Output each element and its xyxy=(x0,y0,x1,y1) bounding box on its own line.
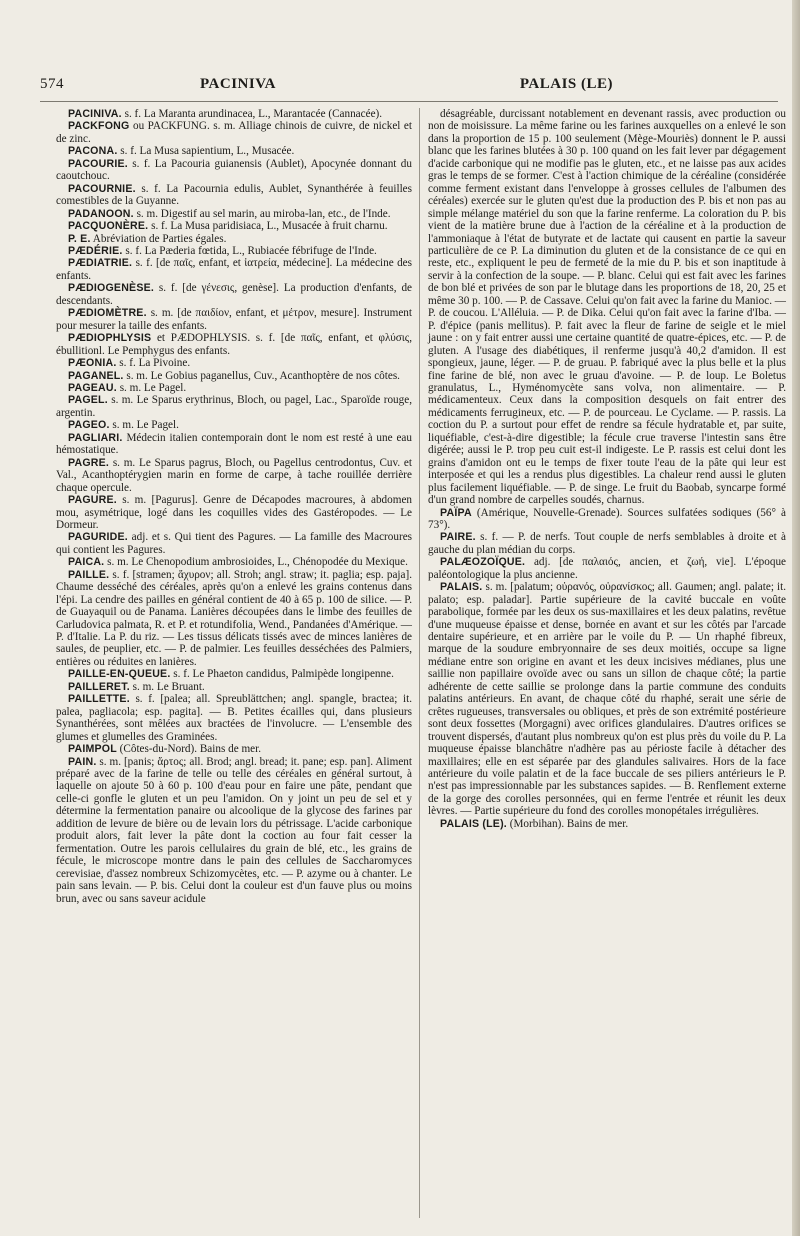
entry-headword: PÆDIOPHLYSIS xyxy=(68,332,152,345)
dictionary-entry xyxy=(56,332,412,357)
entry-text: s. m. [panis; ἄρτος; all. Brod; angl. bread; it. pane; esp. pan]. Aliment préparé avec de la farine de telle ou telle des céréales en général surtout, à laquelle on ajoute 50 à 60 p. 100 d'eau pour en faire une pâte, pendant que celle-ci gonfle le gluten et un peu l'amidon. On y joint un peu de sel et y détermine la fermentation panaire ou alcoolique de la glycose des farines par addition de levure de bière ou de levain lors du pétrissage. L'acide carbonique produit alors, fait lever la pâte dont la coction au four fait cesser la fermentation. Outre les parois cellulaires du grain de blé, etc., les grains de fécule, le microscope montre dans le pain des cellules de Saccharomyces cerevisiae, d'assez nombreux Schizomycètes, etc. — P. azyme ou à chanter. Le pain sans levain. — P. bis. Celui dont la couleur est d'un fauve plus ou moins brun, avec ou sans saveur acidule xyxy=(56,755,413,905)
entry-text: s. f. [stramen; ἄχυρον; all. Stroh; angl. straw; it. paglia; esp. paja]. Chaume desséché des céréales, après qu'on a enlevé les grains contenus dans l'épi. La cendre des pailles en général contient de 40 à 65 p. 100 de silice. — P. de Guayaquil ou de Panama. Lanières découpées dans le limbe des feuilles de Carludovica palmata, R. et P. et rotundifolia, Wend., Pandanées d'Amérique. — P. d'Italie. La P. du riz. — Les tissus délicats tissés avec de minces lanières de saules, de peuplier, etc. — P. de palmier. Les feuilles desséchées des Palmiers, entières ou réduites en lanières. xyxy=(56,568,413,668)
entry-headword: PAIN. xyxy=(68,755,97,768)
dictionary-entry xyxy=(428,507,786,532)
dictionary-entry xyxy=(56,382,412,394)
dictionary-entry xyxy=(56,108,412,120)
entry-headword: PACONA. xyxy=(68,145,118,158)
dictionary-entry xyxy=(56,394,412,419)
dictionary-entry xyxy=(428,531,786,556)
entry-text: Abréviation de Parties égales. xyxy=(92,232,227,245)
dictionary-entry xyxy=(56,245,412,257)
entry-headword: PACKFONG xyxy=(68,120,130,133)
entry-headword: PAGURE. xyxy=(68,494,117,507)
entry-headword: PAILLE. xyxy=(68,568,110,581)
entry-headword: PÆDÉRIE. xyxy=(68,244,123,257)
entry-text: s. m. Le Pagel. xyxy=(119,381,187,394)
entry-text: s. f. [de γένεσις, genèse]. La production d'enfants, de descendants. xyxy=(56,282,412,307)
dictionary-entry xyxy=(56,357,412,369)
entry-text: s. m. Le Sparus pagrus, Bloch, ou Pagellus centrodontus, Cuv. et Val., Acanthoptérygien marin en forme de carpe, à tache rouillée derrière chaque opercule. xyxy=(56,456,413,494)
dictionary-entry xyxy=(56,220,412,232)
entry-headword: PALAIS. xyxy=(440,581,483,594)
dictionary-entry xyxy=(56,668,412,680)
entry-headword: PAGANEL. xyxy=(68,369,124,382)
entry-headword: PAIRE. xyxy=(440,531,476,544)
dictionary-entry xyxy=(56,681,412,693)
entry-text: s. f. La Musa paridisiaca, L., Musacée à fruit charnu. xyxy=(151,220,388,233)
dictionary-entry xyxy=(56,282,412,307)
entry-text: s. f. La Pæderia fœtida, L., Rubiacée fébrifuge de l'Inde. xyxy=(125,244,377,257)
entry-text: s. f. La Maranta arundinacea, L., Marantacée (Cannacée). xyxy=(124,108,383,120)
entry-headword: PÆONIA. xyxy=(68,357,117,370)
entry-text: s. f. [de παῖς, enfant, et ἰατρεία, médecine]. La médecine des enfants. xyxy=(56,257,412,282)
dictionary-entry xyxy=(56,158,412,183)
entry-headword: PAILLE-EN-QUEUE. xyxy=(68,668,171,681)
entry-headword: PACOURIE. xyxy=(68,157,128,170)
dictionary-entry xyxy=(428,818,786,830)
entry-headword: PÆDIOGENÈSE. xyxy=(68,282,154,295)
entry-text: s. m. [Pagurus]. Genre de Décapodes macroures, à abdomen mou, asymétrique, logé dans les coquilles vides des Gastéropodes. — Le Dormeur. xyxy=(56,494,413,531)
entry-text: ou PACKFUNG. s. m. Alliage chinois de cuivre, de nickel et de zinc. xyxy=(56,120,413,145)
entry-text: s. f. La Musa sapientium, L., Musacée. xyxy=(120,145,295,158)
dictionary-entry xyxy=(56,743,412,755)
entry-headword: PAGEL. xyxy=(68,394,108,407)
dictionary-entry xyxy=(56,556,412,568)
entry-text: adj. [de παλαιός, ancien, et ζωή, vie]. L'époque paléontologique la plus ancienne. xyxy=(428,556,787,581)
entry-text: s. f. La Pacouria guianensis (Aublet), Apocynée donnant du caoutchouc. xyxy=(56,157,412,183)
entry-headword: PAGLIARI. xyxy=(68,431,123,444)
entry-headword: PAÏPA xyxy=(440,506,472,519)
entry-text: s. m. Digestif au sel marin, au miroba-lan, etc., de l'Inde. xyxy=(136,207,391,220)
entry-text: s. m. Le Chenopodium ambrosioides, L., Chénopodée du Mexique. xyxy=(107,556,408,569)
entry-text: s. m. Le Sparus erythrinus, Bloch, ou pagel, Lac., Sparoïde rouge, argentin. xyxy=(56,394,412,419)
dictionary-entry xyxy=(56,531,412,556)
entry-headword: PAILLETTE. xyxy=(68,693,130,706)
entry-text: s. f. La Pacournia edulis, Aublet, Synanthérée à feuilles comestibles de la Guyanne. xyxy=(56,182,412,208)
dictionary-entry xyxy=(56,693,412,743)
dictionary-entry xyxy=(428,581,786,818)
entry-headword: PADANOON. xyxy=(68,207,134,220)
entry-headword: PAILLERET. xyxy=(68,680,130,693)
dictionary-entry xyxy=(56,419,412,431)
entry-text: Médecin italien contemporain dont le nom est resté à une eau hémostatique. xyxy=(56,431,412,457)
entry-headword: PAICA. xyxy=(68,556,105,569)
entry-text: s. m. [de παιδίον, enfant, et μέτρον, mesure]. Instrument pour mesurer la taille des enfants. xyxy=(56,307,413,332)
entry-text: s. f. Le Phaeton candidus, Palmipède longipenne. xyxy=(173,668,394,681)
header-keyword-left: PACINIVA xyxy=(200,76,276,92)
entry-headword: PAGEAU. xyxy=(68,381,117,394)
entry-headword: PÆDIATRIE. xyxy=(68,257,133,270)
entry-text: s. f. [palea; all. Spreublättchen; angl. spangle, bractea; it. palea, pagliacola; esp. pagita]. — B. Petites écailles qui, dans plusieurs Synanthérées, sont mêlées aux bractées de l'involucre. — L'ensemble des glumes et glumelles des Graminées. xyxy=(56,693,412,743)
entry-headword: PAGRE. xyxy=(68,456,110,469)
entry-headword: P. E. xyxy=(68,232,91,245)
entry-text: adj. et s. Qui tient des Pagures. — La famille des Macroures qui contient les Pagures. xyxy=(56,531,413,556)
entry-text: s. m. [palatum; οὐρανός, οὐρανίσκος; all. Gaumen; angl. palate; it. palato; esp. paladar]. Partie supérieure de la cavité buccale en voûte parabolique, formée par les deux os sus-maxillaires et les deux palatins, revêtue d'une muqueuse épaisse et dense, bornée en avant et sur les côtés par l'arcade dentaire supérieure, et en arrière par le voile du P. — Un rhaphé fibreux, marque de la soudure embryonnaire de ses deux moitiés, occupe sa ligne médiane entre son origine en avant et les deux incisives médianes, plus une saillie non papillaire ovoïde avec ou sans un sillon de chaque côté; la partie adhérente de cette saillie se prolonge dans la partie commune des conduits palatins antérieurs. En avant, de chaque côté du rhaphé, serait une série de crêtes rugueuses, transversales ou obliques, et près de son extrémité postérieure sont deux fossettes (Morgagni) avec orifices glandulaires. D'autres orifices se trouvent dispersés, d'autant plus nombreux qu'on est plus près du voile du P. La muqueuse épaisse blanchâtre n'adhère pas au périoste facile à détacher des maxillaires; elle en est séparée par des glandules salivaires. Hors de la face antérieure du voile palatin et de la face buccale de ses piliers antérieurs le P. n'est pas impressionnable par les substances sapides. — B. Renflement externe de la gorge des corolles personnées, qui en ferme l'entrée et réunit les deux lèvres. — Partie supérieure du fond des corolles monopétales irrégulières. xyxy=(428,581,786,818)
dictionary-entry xyxy=(56,307,412,332)
header-rule xyxy=(40,101,778,102)
entry-headword: PACOURNIE. xyxy=(68,182,136,195)
header-keyword-right: PALAIS (LE) xyxy=(519,76,613,92)
entry-text: s. f. La Pivoine. xyxy=(119,357,191,370)
dictionary-entry xyxy=(56,756,412,905)
entry-text: (Amérique, Nouvelle-Grenade). Sources sulfatées sodiques (56° à 73°). xyxy=(428,506,786,531)
entry-text: désagréable, durcissant notablement en devenant rassis, avec production ou non de moisissure. La même farine ou les farines auxquelles on a enlevé le son dans la proportion de 15 p. 100 seulement (Mège-Mouriès) donnent le P. aussi blanc que les farines blutées à 30 p. 100 quand on les fait lever par dégagement d'acide carbonique qui ne modifie pas le gluten, etc., et ne laisse pas aux acides gras le temps de se former. C'est à l'action chimique de la céréaline (considérée comme ferment existant dans l'enveloppe à grosses cellules de l'albumen des céréales) exercée sur le gluten qu'est due la production des P. bis et non pas au simple mélange matériel du son que la farine renferme. La coloration du P. bis vient de la matière brune due à l'action de la céréaline et à la production de l'ammoniaque à l'état de butyrate et de lactate qui causent en partie la saveur particulière de ce P. La diminution du gluten et de la consistance de ce qui en reste, etc., expliquent le peu de fermeté de la mie du P. bis et son inaptitude à servir à la confection de la soupe. — P. blanc. Celui qui est fait avec les farines de bon blé et privées de son par le blutage dans les proportions de 18, 20, 25 et même 30 p. 100. — P. de Cassave. Celui qu'on fait avec la farine du Manioc. — P. de coucou. L'Alléluia. — P. de Dika. Celui qu'on fait avec la farine d'Iba. — P. d'épice (panis mellitus). P. fait avec la fleur de farine de seigle et le miel jaune : on y fait entrer aussi une certaine quantité de quatre-épices, etc. — P. de gluten. A l'usage des diabétiques, il renferme jusqu'à 40,2 d'amidon. Il est spongieux, jaune, léger. — P. de gruau. P. fabriqué avec la plus belle et la plus fine farine de blé, non avec le gruau d'avoine. — P. de loup. Le Boletus granulatus, L., Hyménomycète sans volva, non alimentaire. — P. médicamenteux. Ceux dans la composition desquels on fait entrer des médicaments ferrugineux, etc. — P. de pourceau. Le Cyclame. — P. rassis. La coction du P. a surtout pour effet de rendre sa fécule hydratable et, par suite, liquéfiable, c'est-à-dire digestible; la fécule crue traverse l'intestin sans être digérée; aussi le P. trop peu cuit est-il indigeste. Le P. rassis est celui dont les grains d'amidon ont eu le temps de fixer toute l'eau de la pâte qui leur est interposée et qui les a rendus plus digestibles. La chaleur rend aussi le gluten plus facilement liquéfiable. — P. de singe. Le fruit du Baobab, syncarpe formé d'un grand nombre de carpelles soudés, charnus. xyxy=(428,108,786,507)
dictionary-entry xyxy=(56,145,412,157)
column-divider xyxy=(419,108,420,1218)
dictionary-entry xyxy=(56,183,412,208)
right-column xyxy=(428,108,786,830)
entry-text: s. m. Le Gobius paganellus, Cuv., Acanthoptère de nos côtes. xyxy=(126,369,400,382)
entry-text: (Côtes-du-Nord). Bains de mer. xyxy=(119,743,262,756)
dictionary-entry xyxy=(56,120,412,145)
entry-headword: PÆDIOMÈTRE. xyxy=(68,307,147,320)
entry-headword: PACINIVA. xyxy=(68,108,122,120)
entry-headword: PAGEO. xyxy=(68,419,110,432)
entry-headword: PACQUONÈRE. xyxy=(68,220,149,233)
dictionary-entry xyxy=(428,108,786,507)
left-column xyxy=(56,108,412,905)
entry-headword: PALAIS (LE). xyxy=(440,817,507,830)
page-number: 574 xyxy=(40,76,64,92)
binding-edge xyxy=(792,0,800,1236)
dictionary-entry xyxy=(56,233,412,245)
dictionary-entry xyxy=(56,257,412,282)
dictionary-entry xyxy=(56,494,412,531)
entry-text: s. m. Le Pagel. xyxy=(112,419,179,432)
entry-text: s. f. — P. de nerfs. Tout couple de nerfs semblables à droite et à gauche du plan médian du corps. xyxy=(428,531,787,556)
entry-text: (Morbihan). Bains de mer. xyxy=(509,817,629,830)
page-header xyxy=(40,76,778,98)
dictionary-entry xyxy=(428,556,786,581)
entry-text: s. m. Le Bruant. xyxy=(132,680,205,693)
entry-headword: PAGURIDE. xyxy=(68,531,128,544)
dictionary-entry xyxy=(56,370,412,382)
dictionary-entry xyxy=(56,569,412,669)
entry-headword: PAIMPOL xyxy=(68,743,117,756)
dictionary-entry xyxy=(56,457,412,494)
entry-headword: PALÆOZOÏQUE. xyxy=(440,556,526,569)
dictionary-entry xyxy=(56,208,412,220)
dictionary-entry xyxy=(56,432,412,457)
entry-text: et PÆDOPHLYSIS. s. f. [de παῖς, enfant, et φλύσις, ébullitionl. Le Pemphygus des enfants. xyxy=(56,332,412,357)
